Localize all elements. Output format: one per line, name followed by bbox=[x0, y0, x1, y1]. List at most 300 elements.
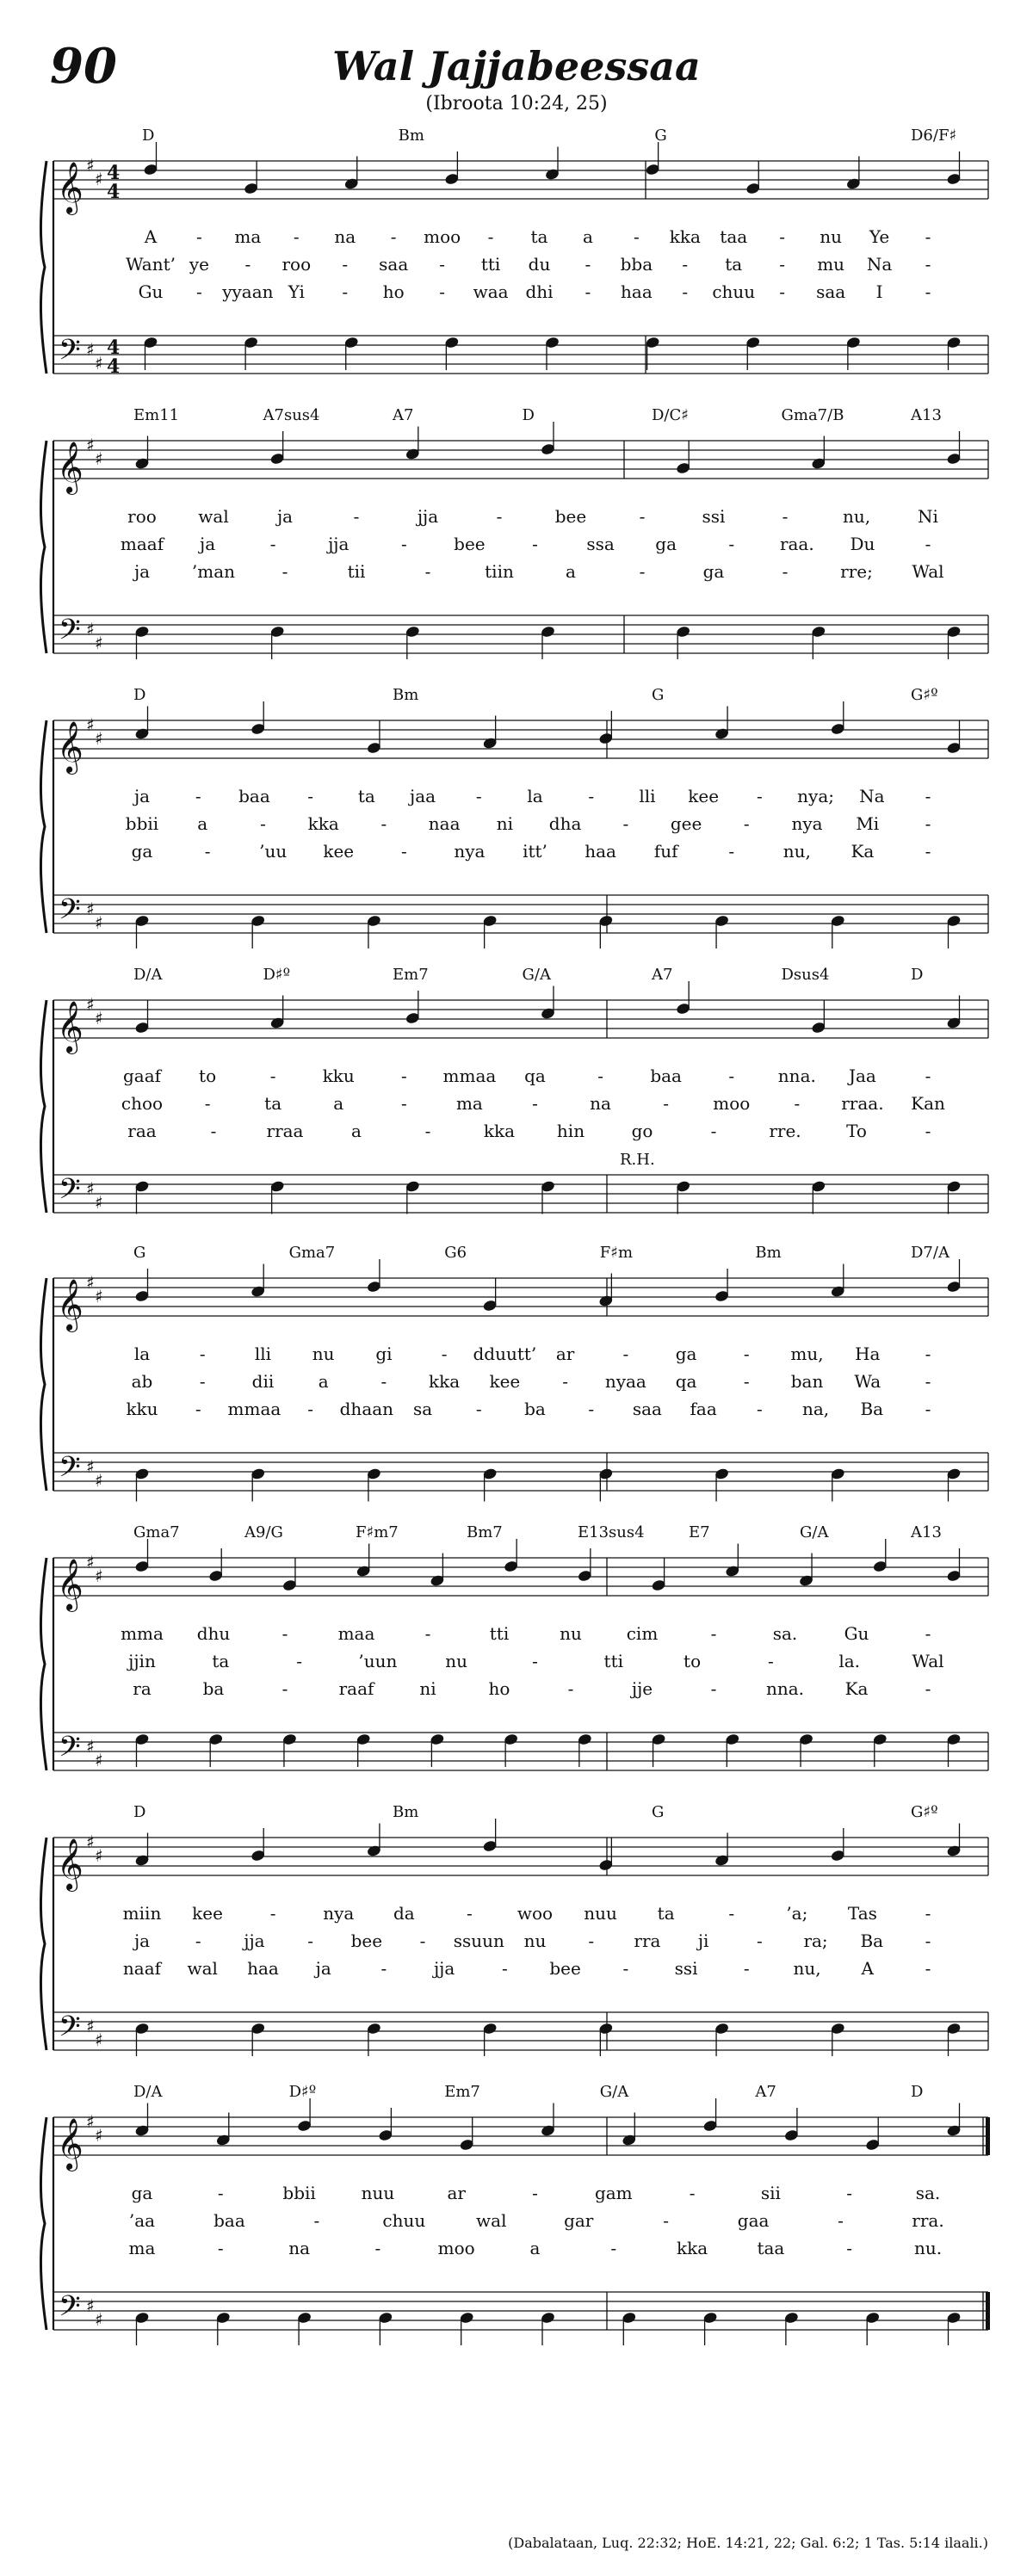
chord-symbol: Bm bbox=[393, 686, 419, 704]
svg-text:♯: ♯ bbox=[95, 1008, 103, 1029]
lyric-syllable: - bbox=[925, 1121, 931, 1141]
lyric-syllable: kka bbox=[307, 813, 339, 834]
lyric-syllable: tti bbox=[480, 254, 501, 275]
lyric-syllable: ho bbox=[488, 1678, 510, 1699]
lyric-syllable: - bbox=[562, 1371, 568, 1392]
lyric-syllable: ba bbox=[202, 1678, 225, 1699]
lyric-syllable: sa bbox=[412, 1399, 433, 1419]
scripture-reference: (Ibroota 10:24, 25) bbox=[425, 93, 608, 114]
lyric-syllable: nuu bbox=[361, 2183, 395, 2203]
lyric-syllable: dii bbox=[251, 1371, 275, 1392]
lyric-syllable: chuu bbox=[712, 281, 756, 302]
lyric-syllable: rraa. bbox=[841, 1093, 884, 1114]
chord-symbol: D bbox=[911, 966, 924, 984]
lyric-syllable: ta bbox=[212, 1651, 230, 1671]
svg-text:♯: ♯ bbox=[86, 1178, 95, 1199]
lyric-syllable: nuu bbox=[584, 1903, 617, 1924]
lyric-syllable: roo bbox=[127, 506, 157, 527]
lyric-syllable: - bbox=[281, 1623, 288, 1644]
bass-clef-icon: 𝄢 bbox=[59, 1173, 81, 1213]
lyric-syllable: - bbox=[846, 2183, 853, 2203]
lyric-syllable: - bbox=[374, 2238, 381, 2258]
chord-symbol: D bbox=[133, 1803, 146, 1821]
lyric-syllable: saa bbox=[379, 254, 409, 275]
chord-symbol: D bbox=[142, 127, 155, 145]
chord-symbol: D bbox=[133, 686, 146, 704]
chord-symbol: G/A bbox=[800, 1523, 829, 1541]
lyric-syllable: - bbox=[199, 1371, 206, 1392]
lyric-syllable: kku bbox=[322, 1066, 355, 1086]
lyric-syllable: Kan bbox=[911, 1093, 945, 1114]
lyric-syllable: raa. bbox=[779, 534, 814, 554]
treble-clef-icon: 𝄞 bbox=[57, 1838, 84, 1890]
lyric-syllable: ni bbox=[496, 813, 514, 834]
lyric-syllable: - bbox=[756, 1930, 763, 1951]
music-system bbox=[0, 125, 1033, 405]
svg-text:♯: ♯ bbox=[95, 2125, 103, 2146]
lyric-syllable: Ba bbox=[860, 1930, 884, 1951]
lyric-syllable: - bbox=[244, 254, 251, 275]
lyric-syllable: mmaa bbox=[442, 1066, 497, 1086]
lyric-syllable: ji bbox=[697, 1930, 709, 1951]
chord-symbol: D/A bbox=[133, 2083, 163, 2101]
lyric-syllable: woo bbox=[516, 1903, 554, 1924]
lyric-syllable: wal bbox=[476, 2210, 507, 2231]
lyric-syllable: dhaan bbox=[339, 1399, 394, 1419]
lyric-syllable: - bbox=[585, 254, 591, 275]
lyric-syllable: ga bbox=[131, 2183, 153, 2203]
lyric-syllable: na bbox=[590, 1093, 611, 1114]
lyric-syllable: - bbox=[424, 561, 431, 582]
lyric-syllable: Yi bbox=[288, 281, 305, 302]
svg-text:♯: ♯ bbox=[95, 2309, 103, 2330]
lyric-syllable: - bbox=[281, 561, 288, 582]
lyric-syllable: - bbox=[380, 1958, 387, 1979]
lyric-syllable: - bbox=[588, 1399, 595, 1419]
lyric-syllable: - bbox=[441, 1344, 448, 1364]
lyric-syllable: - bbox=[390, 226, 397, 247]
lyric-syllable: nyaa bbox=[604, 1371, 646, 1392]
lyric-syllable: - bbox=[663, 2210, 670, 2231]
svg-text:♯: ♯ bbox=[95, 1845, 103, 1866]
lyric-syllable: - bbox=[293, 226, 300, 247]
lyric-syllable: kka bbox=[429, 1371, 461, 1392]
lyric-syllable: a bbox=[318, 1371, 329, 1392]
chord-symbol: G bbox=[652, 1803, 665, 1821]
music-system bbox=[0, 1522, 1033, 1801]
svg-text:♯: ♯ bbox=[95, 1192, 103, 1213]
lyric-syllable: - bbox=[639, 506, 646, 527]
lyric-syllable: - bbox=[195, 1399, 201, 1419]
lyric-syllable: - bbox=[622, 813, 629, 834]
lyric-syllable: baa bbox=[238, 786, 270, 806]
lyric-syllable: - bbox=[196, 226, 202, 247]
lyric-syllable: nu bbox=[523, 1930, 547, 1951]
lyric-syllable: - bbox=[782, 561, 789, 582]
lyric-syllable: gi bbox=[375, 1344, 393, 1364]
lyric-syllable: nya; bbox=[797, 786, 834, 806]
lyric-syllable: rra bbox=[634, 1930, 661, 1951]
lyric-syllable: moo bbox=[713, 1093, 751, 1114]
chord-symbol: G bbox=[652, 686, 665, 704]
treble-clef-icon: 𝄞 bbox=[57, 1001, 84, 1053]
lyric-syllable: - bbox=[925, 1930, 931, 1951]
lyric-syllable: - bbox=[925, 1399, 931, 1419]
lyric-syllable: - bbox=[496, 506, 503, 527]
lyric-syllable: maaf bbox=[120, 534, 164, 554]
chord-symbol: F♯m7 bbox=[356, 1523, 399, 1541]
lyric-syllable: tti bbox=[603, 1651, 624, 1671]
lyric-syllable: - bbox=[419, 1930, 426, 1951]
chord-symbol: G♯º bbox=[911, 686, 938, 704]
svg-text:♯: ♯ bbox=[95, 448, 103, 469]
lyric-syllable: - bbox=[532, 1651, 538, 1671]
lyric-syllable: Du bbox=[850, 534, 875, 554]
lyric-syllable: nu, bbox=[782, 841, 811, 862]
chord-symbol: G bbox=[654, 127, 667, 145]
svg-text:♯: ♯ bbox=[86, 1832, 95, 1852]
svg-text:♯: ♯ bbox=[86, 899, 95, 919]
lyric-syllable: - bbox=[838, 2210, 844, 2231]
lyric-syllable: jje bbox=[631, 1678, 653, 1699]
lyric-syllable: bee bbox=[350, 1930, 383, 1951]
lyric-syllable: - bbox=[743, 1958, 750, 1979]
chord-symbol: A7sus4 bbox=[263, 406, 320, 424]
lyric-syllable: - bbox=[400, 1093, 407, 1114]
svg-text:♯: ♯ bbox=[95, 1286, 103, 1307]
lyric-syllable: - bbox=[269, 534, 276, 554]
lyric-syllable: wal bbox=[187, 1958, 218, 1979]
lyric-syllable: - bbox=[585, 281, 591, 302]
lyric-syllable: raa bbox=[127, 1121, 157, 1141]
lyric-syllable: jjin bbox=[128, 1651, 156, 1671]
lyric-syllable: itt’ bbox=[523, 841, 547, 862]
lyric-syllable: - bbox=[794, 1093, 801, 1114]
lyric-syllable: - bbox=[925, 1371, 931, 1392]
lyric-syllable: la bbox=[527, 786, 543, 806]
bass-clef-icon: 𝄢 bbox=[59, 614, 81, 653]
chord-symbol: D♯º bbox=[288, 2083, 317, 2101]
lyric-syllable: rra. bbox=[912, 2210, 944, 2231]
lyric-syllable: saa bbox=[816, 281, 846, 302]
lyric-syllable: tiin bbox=[485, 561, 514, 582]
lyric-syllable: - bbox=[588, 1930, 595, 1951]
lyric-syllable: - bbox=[439, 254, 446, 275]
lyric-syllable: - bbox=[217, 2238, 224, 2258]
lyric-syllable: Tas bbox=[847, 1903, 877, 1924]
lyric-syllable: ja bbox=[133, 786, 151, 806]
chord-symbol: D bbox=[911, 2083, 924, 2101]
lyric-syllable: nu bbox=[560, 1623, 582, 1644]
lyric-syllable: - bbox=[342, 281, 349, 302]
lyric-syllable: moo bbox=[437, 2238, 475, 2258]
chord-symbol: G/A bbox=[522, 966, 551, 984]
lyric-syllable: - bbox=[532, 534, 538, 554]
lyric-syllable: taa bbox=[757, 2238, 785, 2258]
lyric-syllable: - bbox=[779, 281, 786, 302]
lyric-syllable: lli bbox=[639, 786, 656, 806]
lyric-syllable: ni bbox=[419, 1678, 436, 1699]
lyric-syllable: ma bbox=[455, 1093, 483, 1114]
bass-clef-icon: 𝄢 bbox=[59, 1731, 81, 1770]
lyric-syllable: to bbox=[684, 1651, 702, 1671]
lyric-syllable: hin bbox=[556, 1121, 585, 1141]
lyric-syllable: jja bbox=[328, 534, 349, 554]
lyric-syllable: saa bbox=[632, 1399, 662, 1419]
chord-symbol: Gma7 bbox=[133, 1523, 180, 1541]
lyric-syllable: - bbox=[779, 226, 786, 247]
lyric-syllable: da bbox=[393, 1903, 415, 1924]
lyric-syllable: Ye bbox=[869, 226, 890, 247]
lyric-syllable: du bbox=[528, 254, 551, 275]
svg-text:♯: ♯ bbox=[95, 1566, 103, 1586]
chord-symbol: A7 bbox=[393, 406, 414, 424]
lyric-syllable: - bbox=[925, 786, 931, 806]
lyric-syllable: Ba bbox=[860, 1399, 884, 1419]
lyric-syllable: dha bbox=[548, 813, 582, 834]
lyric-syllable: - bbox=[710, 1121, 717, 1141]
lyric-syllable: Wal bbox=[912, 1651, 944, 1671]
lyric-syllable: tti bbox=[489, 1623, 510, 1644]
lyric-syllable: - bbox=[728, 841, 735, 862]
lyric-syllable: - bbox=[439, 281, 446, 302]
svg-text:4: 4 bbox=[107, 162, 121, 184]
lyric-syllable: - bbox=[307, 1399, 314, 1419]
lyric-syllable: - bbox=[728, 1903, 735, 1924]
svg-text:♯: ♯ bbox=[95, 169, 103, 189]
lyric-syllable: ga bbox=[131, 841, 153, 862]
lyric-syllable: a bbox=[333, 1093, 344, 1114]
lyric-syllable: - bbox=[925, 1678, 931, 1699]
treble-clef-icon: 𝄞 bbox=[57, 721, 84, 773]
music-system bbox=[0, 684, 1033, 964]
lyric-syllable: ye bbox=[189, 254, 210, 275]
lyric-syllable: - bbox=[342, 254, 349, 275]
svg-text:♯: ♯ bbox=[86, 994, 95, 1015]
lyric-syllable: - bbox=[501, 1958, 508, 1979]
lyric-syllable: - bbox=[925, 1903, 931, 1924]
lyric-syllable: na, bbox=[801, 1399, 830, 1419]
lyric-syllable: - bbox=[210, 1121, 217, 1141]
lyric-syllable: jja bbox=[433, 1958, 455, 1979]
svg-text:♯: ♯ bbox=[86, 435, 95, 455]
lyric-syllable: - bbox=[204, 1093, 211, 1114]
lyric-syllable: - bbox=[846, 2238, 853, 2258]
lyric-syllable: qa bbox=[524, 1066, 546, 1086]
lyric-syllable: - bbox=[532, 2183, 538, 2203]
lyric-syllable: - bbox=[622, 1958, 629, 1979]
lyric-syllable: - bbox=[353, 506, 360, 527]
lyric-syllable: yyaan bbox=[222, 281, 274, 302]
lyric-syllable: - bbox=[467, 1903, 473, 1924]
lyric-syllable: nya bbox=[791, 813, 823, 834]
chord-symbol: Gma7 bbox=[288, 1244, 336, 1262]
chord-symbol: Bm bbox=[393, 1803, 419, 1821]
lyric-syllable: ’uu bbox=[259, 841, 288, 862]
lyric-syllable: - bbox=[925, 1344, 931, 1364]
lyric-syllable: - bbox=[756, 1399, 763, 1419]
treble-clef-icon: 𝄞 bbox=[57, 1279, 84, 1331]
lyric-syllable: - bbox=[682, 281, 689, 302]
lyric-syllable: wal bbox=[198, 506, 229, 527]
chord-symbol: D♯º bbox=[263, 966, 291, 984]
svg-text:♯: ♯ bbox=[86, 714, 95, 735]
chord-symbol: Em7 bbox=[393, 966, 429, 984]
chord-symbol: Bm7 bbox=[467, 1523, 503, 1541]
lyric-syllable: qa bbox=[675, 1371, 697, 1392]
lyric-syllable: - bbox=[199, 1344, 206, 1364]
lyric-syllable: jja bbox=[417, 506, 439, 527]
lyric-syllable: - bbox=[475, 786, 482, 806]
lyric-syllable: ab bbox=[131, 1371, 153, 1392]
lyric-syllable: ’man bbox=[191, 561, 236, 582]
annotation-label: R.H. bbox=[620, 1151, 655, 1169]
lyric-syllable: - bbox=[475, 1399, 482, 1419]
lyric-syllable: a bbox=[566, 561, 576, 582]
lyric-syllable: nya bbox=[454, 841, 486, 862]
lyric-syllable: nu bbox=[820, 226, 843, 247]
svg-text:♯: ♯ bbox=[86, 1272, 95, 1293]
chord-symbol: A9/G bbox=[244, 1523, 283, 1541]
svg-text:♯: ♯ bbox=[95, 2029, 103, 2050]
lyric-syllable: ra bbox=[133, 1678, 152, 1699]
lyric-syllable: - bbox=[663, 1093, 670, 1114]
lyric-syllable: ra; bbox=[803, 1930, 828, 1951]
hymn-title: Wal Jajjabeessaa bbox=[332, 43, 701, 90]
lyric-syllable: A bbox=[144, 226, 158, 247]
lyric-syllable: - bbox=[204, 841, 211, 862]
treble-clef-icon: 𝄞 bbox=[57, 2118, 84, 2170]
lyric-syllable: sa. bbox=[772, 1623, 798, 1644]
lyric-syllable: - bbox=[281, 1678, 288, 1699]
lyric-syllable: - bbox=[710, 1678, 717, 1699]
lyric-syllable: gee bbox=[670, 813, 702, 834]
chord-symbol: F♯m bbox=[599, 1244, 634, 1262]
lyric-syllable: a bbox=[351, 1121, 362, 1141]
music-system bbox=[0, 964, 1033, 1244]
lyric-syllable: - bbox=[622, 1344, 629, 1364]
lyric-syllable: taa bbox=[720, 226, 748, 247]
lyric-syllable: kka bbox=[669, 226, 701, 247]
lyric-syllable: baa bbox=[650, 1066, 682, 1086]
lyric-syllable: sii bbox=[760, 2183, 781, 2203]
svg-text:♯: ♯ bbox=[86, 2016, 95, 2036]
lyric-syllable: ’aa bbox=[128, 2210, 156, 2231]
lyric-syllable: dhu bbox=[196, 1623, 231, 1644]
lyric-syllable: - bbox=[925, 813, 931, 834]
chord-symbol: D6/F♯ bbox=[911, 127, 957, 145]
lyric-syllable: bbii bbox=[125, 813, 159, 834]
lyric-syllable: faa bbox=[690, 1399, 717, 1419]
hymn-number: 90 bbox=[50, 38, 117, 95]
lyric-syllable: a bbox=[197, 813, 208, 834]
lyric-syllable: ar bbox=[555, 1344, 575, 1364]
lyric-syllable: Mi bbox=[856, 813, 880, 834]
lyric-syllable: dduutt’ bbox=[473, 1344, 537, 1364]
lyric-syllable: rraa bbox=[266, 1121, 304, 1141]
lyric-syllable: raaf bbox=[338, 1678, 374, 1699]
lyric-syllable: - bbox=[925, 254, 931, 275]
lyric-syllable: haa bbox=[585, 841, 616, 862]
lyric-syllable: A bbox=[861, 1958, 874, 1979]
bass-clef-icon: 𝄢 bbox=[59, 2011, 81, 2050]
lyric-syllable: kku bbox=[126, 1399, 158, 1419]
music-system bbox=[0, 2081, 1033, 2361]
chord-symbol: D/A bbox=[133, 966, 163, 984]
svg-text:♯: ♯ bbox=[86, 2295, 95, 2316]
lyric-syllable: Gu bbox=[138, 281, 164, 302]
bass-clef-icon: 𝄢 bbox=[59, 893, 81, 933]
lyric-syllable: rre; bbox=[840, 561, 873, 582]
lyric-syllable: ba bbox=[524, 1399, 546, 1419]
lyric-syllable: ja bbox=[133, 561, 151, 582]
svg-text:♯: ♯ bbox=[86, 1456, 95, 1477]
lyric-syllable: cim bbox=[626, 1623, 659, 1644]
lyric-syllable: - bbox=[400, 841, 407, 862]
music-system bbox=[0, 405, 1033, 684]
lyric-syllable: to bbox=[199, 1066, 217, 1086]
lyric-syllable: rre. bbox=[769, 1121, 801, 1141]
lyric-syllable: kee bbox=[323, 841, 355, 862]
lyric-syllable: mu, bbox=[790, 1344, 824, 1364]
svg-text:4: 4 bbox=[107, 355, 121, 378]
lyric-syllable: - bbox=[307, 786, 314, 806]
lyric-syllable: haa bbox=[247, 1958, 279, 1979]
lyric-syllable: naa bbox=[428, 813, 461, 834]
lyric-syllable: mmaa bbox=[227, 1399, 281, 1419]
lyric-syllable: - bbox=[424, 1623, 431, 1644]
lyric-syllable: Ka bbox=[844, 1678, 869, 1699]
lyric-syllable: go bbox=[631, 1121, 653, 1141]
lyric-syllable: - bbox=[768, 1651, 774, 1671]
lyric-syllable: ta bbox=[530, 226, 548, 247]
chord-symbol: D bbox=[522, 406, 535, 424]
lyric-syllable: - bbox=[567, 1678, 574, 1699]
lyric-syllable: ta bbox=[264, 1093, 282, 1114]
lyric-syllable: - bbox=[217, 2183, 224, 2203]
lyric-syllable: - bbox=[925, 281, 931, 302]
lyric-syllable: - bbox=[195, 1930, 201, 1951]
lyric-syllable: - bbox=[782, 506, 789, 527]
lyric-syllable: sa. bbox=[915, 2183, 941, 2203]
treble-clef-icon: 𝄞 bbox=[57, 162, 84, 213]
treble-clef-icon: 𝄞 bbox=[57, 1559, 84, 1610]
lyric-syllable: nu, bbox=[842, 506, 871, 527]
lyric-syllable: Wa bbox=[854, 1371, 881, 1392]
lyric-syllable: choo bbox=[121, 1093, 164, 1114]
lyric-syllable: ma bbox=[234, 226, 262, 247]
lyric-syllable: gar bbox=[564, 2210, 594, 2231]
lyric-syllable: To bbox=[846, 1121, 867, 1141]
bass-clef-icon: 𝄢 bbox=[59, 1451, 81, 1491]
lyric-syllable: - bbox=[710, 1623, 717, 1644]
lyric-syllable: ma bbox=[128, 2238, 156, 2258]
lyric-syllable: mu bbox=[817, 254, 845, 275]
footer-reference: (Dabalataan, Luq. 22:32; HoE. 14:21, 22; Gal. 6:2; 1 Tas. 5:14 ilaali.) bbox=[508, 2535, 988, 2551]
lyric-syllable: kee bbox=[192, 1903, 223, 1924]
lyric-syllable: chuu bbox=[382, 2210, 426, 2231]
lyric-syllable: - bbox=[925, 534, 931, 554]
lyric-syllable: ar bbox=[447, 2183, 466, 2203]
lyric-syllable: ta bbox=[657, 1903, 675, 1924]
svg-text:♯: ♯ bbox=[86, 1552, 95, 1572]
lyric-syllable: - bbox=[633, 226, 640, 247]
lyric-syllable: bee bbox=[454, 534, 486, 554]
lyric-syllable: - bbox=[269, 1903, 276, 1924]
lyric-syllable: - bbox=[743, 1371, 750, 1392]
lyric-syllable: na bbox=[334, 226, 356, 247]
lyric-syllable: ssi bbox=[674, 1958, 698, 1979]
